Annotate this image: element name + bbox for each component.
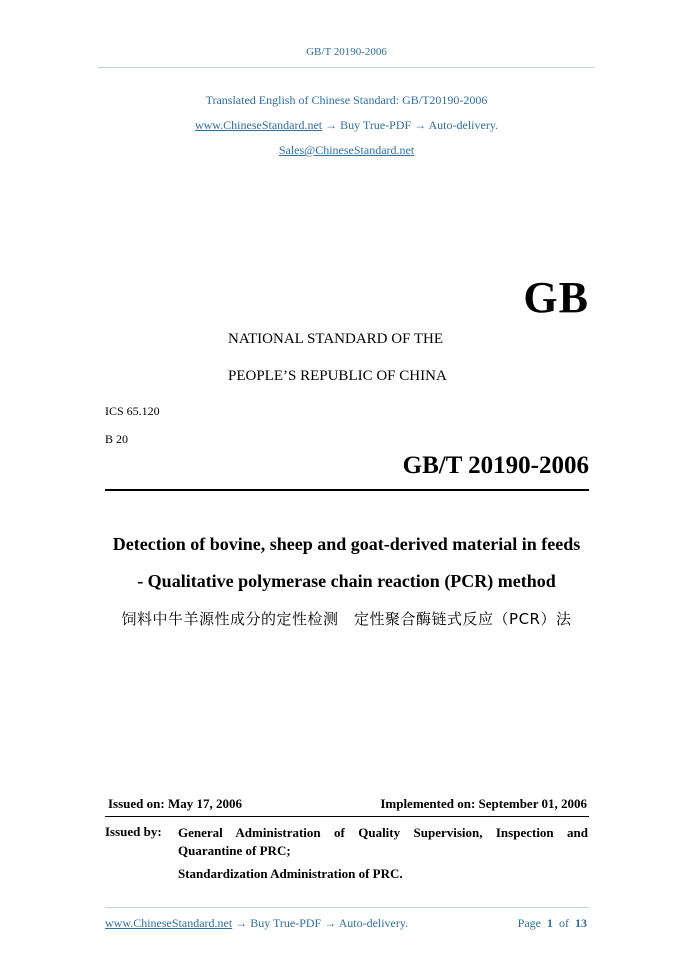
gb-logo: GB	[523, 273, 589, 322]
page-label: Page	[517, 916, 541, 930]
of-label: of	[559, 916, 569, 930]
issuing-organization-1: General Administration of Quality Supervision, Inspection and Quarantine of PRC;	[178, 825, 588, 858]
footer-buy-text: → Buy True-PDF → Auto-delivery.	[232, 916, 409, 930]
ccs-code: B 20	[105, 432, 129, 446]
footer-buy-line	[105, 916, 408, 931]
page-total: 13	[575, 916, 587, 930]
chinese-title: 饲料中牛羊源性成分的定性检测 定性聚合酶链式反应（PCR）法	[121, 610, 572, 628]
header-divider	[98, 67, 595, 68]
national-standard-line2: PEOPLE’S REPUBLIC OF CHINA	[228, 368, 447, 384]
footer-website-link[interactable]: www.ChineseStandard.net	[105, 916, 233, 930]
title-line1: Detection of bovine, sheep and goat-derived material in feeds	[112, 534, 581, 554]
email-link[interactable]: Sales@ChineseStandard.net	[278, 143, 415, 157]
implemented-on-date: Implemented on: September 01, 2006	[380, 796, 587, 811]
page-current: 1	[547, 916, 553, 930]
website-link[interactable]: www.ChineseStandard.net	[194, 118, 323, 132]
buy-text: → Buy True-PDF → Auto-delivery.	[322, 118, 499, 132]
page-indicator	[518, 916, 587, 931]
ics-code: ICS 65.120	[105, 404, 160, 418]
buy-line	[0, 118, 693, 133]
issued-by-label: Issued by:	[105, 824, 162, 839]
standard-number: GB/T 20190-2006	[402, 452, 589, 479]
footer-divider	[105, 907, 589, 908]
translation-notice: Translated English of Chinese Standard: GB/T20190-2006	[205, 93, 488, 107]
title-line2: - Qualitative polymerase chain reaction (PCR) method	[137, 571, 556, 591]
running-header: GB/T 20190-2006	[306, 46, 387, 58]
national-standard-line1: NATIONAL STANDARD OF THE	[228, 331, 444, 347]
issuing-organization-2: Standardization Administration of PRC.	[178, 866, 403, 881]
dates-divider	[105, 816, 589, 817]
standard-number-rule	[105, 489, 589, 491]
issued-on-date: Issued on: May 17, 2006	[108, 796, 242, 811]
email-line	[0, 143, 693, 158]
